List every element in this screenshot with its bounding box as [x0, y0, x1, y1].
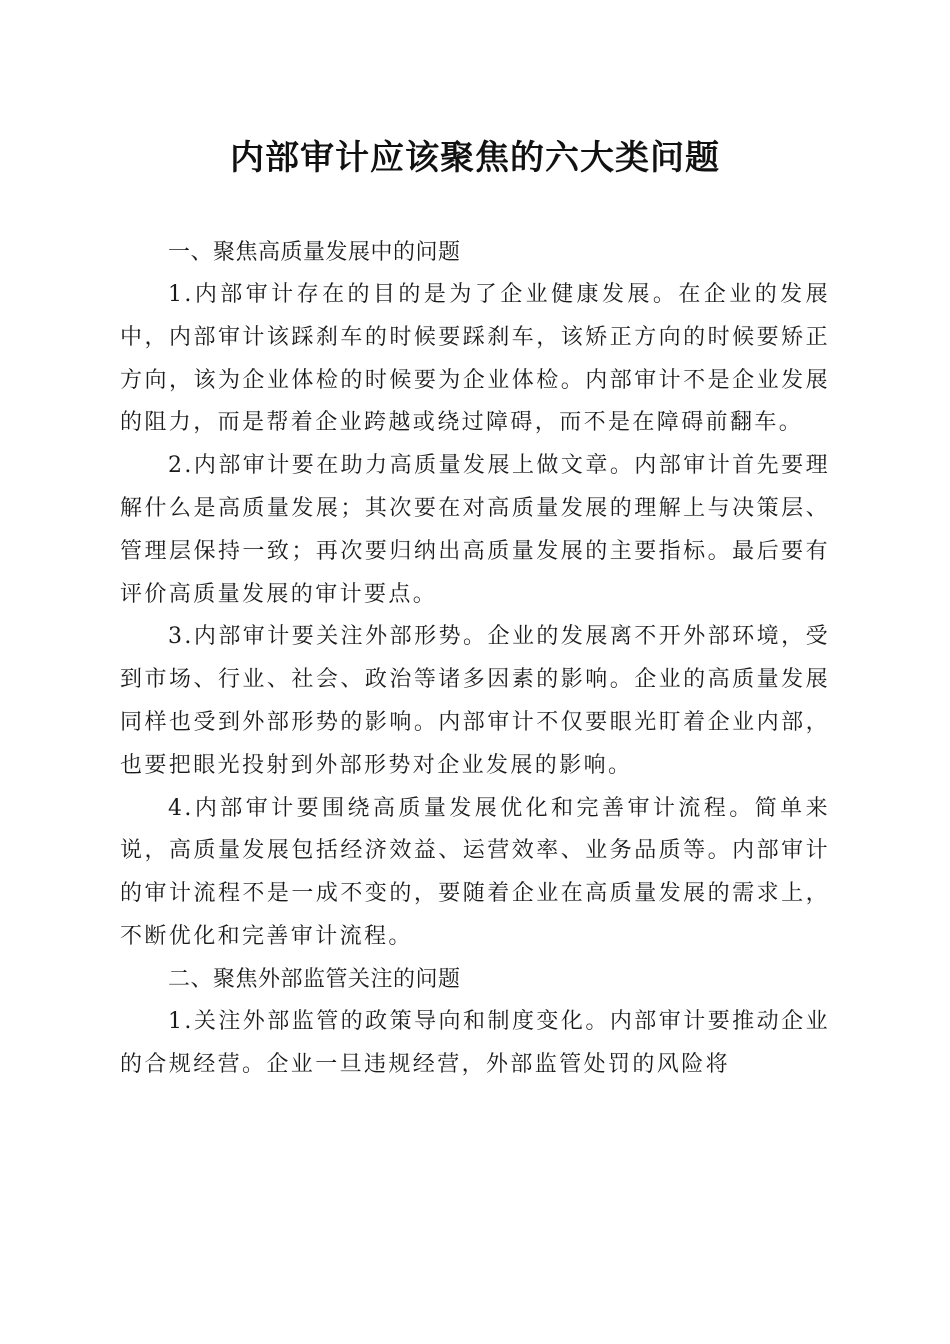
paragraph: 1.内部审计存在的目的是为了企业健康发展。在企业的发展中，内部审计该踩刹车的时候要踩刹车，该矫正方向的时候要矫正方向，该为企业体检的时候要为企业体检。内部审计不是企业发展的阻力，而是帮着企业跨越或绕过障碍，而不是在障碍前翻车。 — [120, 282, 830, 436]
section-heading-2: 二、聚焦外部监管关注的问题 — [168, 966, 461, 992]
paragraph: 4.内部审计要围绕高质量发展优化和完善审计流程。简单来说，高质量发展包括经济效益、运营效率、业务品质等。内部审计的审计流程不是一成不变的，要随着企业在高质量发展的需求上，不断优化和完善审计流程。 — [120, 795, 830, 949]
document-body — [120, 232, 830, 1086]
paragraph: 1.关注外部监管的政策导向和制度变化。内部审计要推动企业的合规经营。企业一旦违规经营，外部监管处罚的风险将 — [120, 1008, 830, 1077]
paragraph: 2.内部审计要在助力高质量发展上做文章。内部审计首先要理解什么是高质量发展；其次要在对高质量发展的理解上与决策层、管理层保持一致；再次要归纳出高质量发展的主要指标。最后要有评价高质量发展的审计要点。 — [120, 453, 830, 607]
section-heading-1: 一、聚焦高质量发展中的问题 — [168, 240, 461, 265]
document-title: 内部审计应该聚焦的六大类问题 — [230, 138, 720, 178]
paragraph: 3.内部审计要关注外部形势。企业的发展离不开外部环境，受到市场、行业、社会、政治等诸多因素的影响。企业的高质量发展同样也受到外部形势的影响。内部审计不仅要眼光盯着企业内部，也要把眼光投射到外部形势对企业发展的影响。 — [120, 624, 830, 778]
